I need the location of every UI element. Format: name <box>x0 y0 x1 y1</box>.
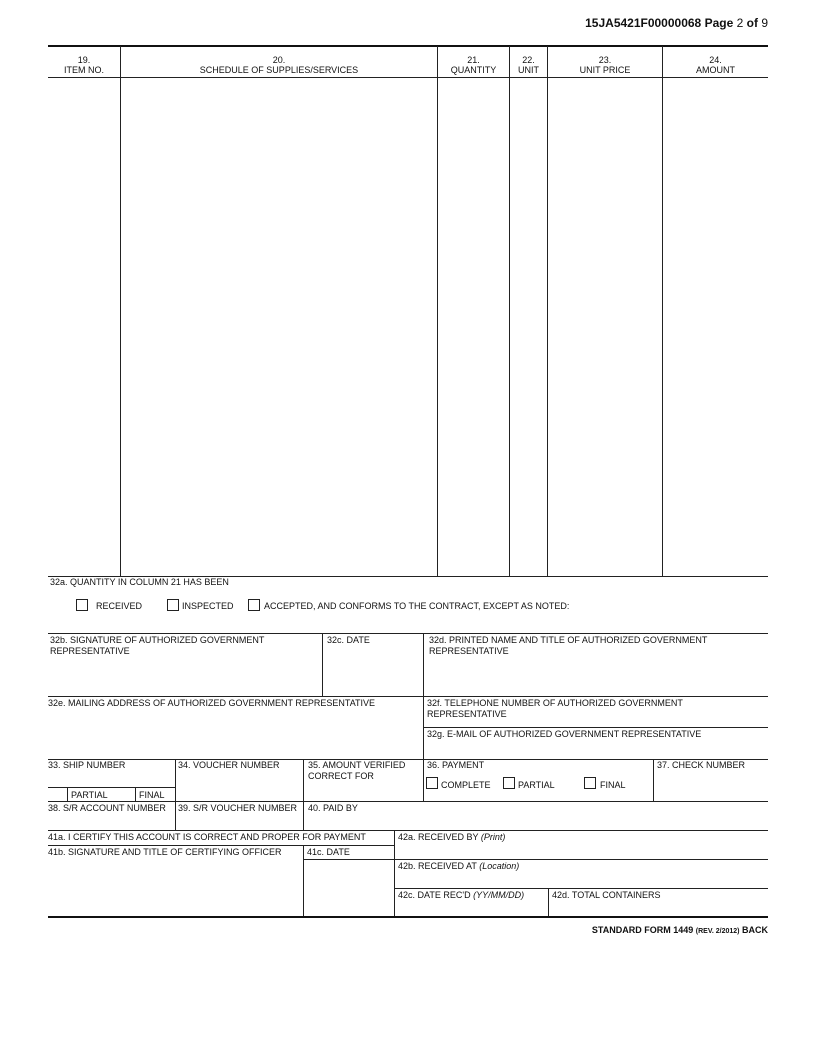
col-divider <box>662 46 663 576</box>
form-side: BACK <box>742 925 768 935</box>
divider-34 <box>175 759 176 830</box>
divider-41c <box>303 845 304 917</box>
col-header-amount: 24. AMOUNT <box>696 55 735 75</box>
form-number: 15JA5421F00000068 <box>585 16 702 30</box>
divider-33-partial <box>67 787 68 801</box>
rule-38-top <box>48 801 768 802</box>
acceptance-title: 32a. QUANTITY IN COLUMN 21 HAS BEEN <box>50 577 229 587</box>
payment-final-checkbox[interactable] <box>584 777 596 789</box>
page-header <box>585 16 768 30</box>
divider-42 <box>394 830 395 917</box>
field-32c: 32c. DATE <box>327 635 370 645</box>
col-header-schedule: 20. SCHEDULE OF SUPPLIES/SERVICES <box>199 55 359 75</box>
field-32b: 32b. SIGNATURE OF AUTHORIZED GOVERNMENT REPRESENTATIVE <box>50 635 265 656</box>
form-revision: (REV. 2/2012) <box>695 928 740 935</box>
rule-32b-top <box>48 633 768 634</box>
field-35: 35. AMOUNT VERIFIED CORRECT FOR <box>308 760 406 781</box>
field-33: 33. SHIP NUMBER <box>48 760 126 770</box>
col-header-unit: 22. UNIT <box>518 55 539 75</box>
table-top-rule <box>48 45 768 47</box>
rule-42b-top <box>394 859 768 860</box>
field-42a: 42a. RECEIVED BY (Print) <box>398 832 506 842</box>
field-41c: 41c. DATE <box>307 847 350 857</box>
accepted-checkbox[interactable] <box>248 599 260 611</box>
of-word: of <box>746 16 758 30</box>
payment-complete-checkbox[interactable] <box>426 777 438 789</box>
col-divider <box>437 46 438 576</box>
form-bottom-rule <box>48 916 768 918</box>
received-checkbox[interactable] <box>76 599 88 611</box>
col-header-item-no: 19. ITEM NO. <box>64 55 104 75</box>
divider-35 <box>303 759 304 830</box>
received-label: RECEIVED <box>96 601 143 611</box>
col-header-unit-price: 23. UNIT PRICE <box>579 55 631 75</box>
col-divider <box>120 46 121 576</box>
field-42b: 42b. RECEIVED AT (Location) <box>398 861 520 871</box>
field-40: 40. PAID BY <box>308 803 358 813</box>
field-41a: 41a. I CERTIFY THIS ACCOUNT IS CORRECT AND PROPER FOR PAYMENT <box>48 832 366 842</box>
col-divider <box>547 46 548 576</box>
field-38: 38. S/R ACCOUNT NUMBER <box>48 803 166 813</box>
rule-32g-top <box>423 727 768 728</box>
field-32e: 32e. MAILING ADDRESS OF AUTHORIZED GOVERNMENT REPRESENTATIVE <box>48 698 376 708</box>
divider-42d <box>548 888 549 917</box>
field-32d: 32d. PRINTED NAME AND TITLE OF AUTHORIZED GOVERNMENT REPRESENTATIVE <box>429 635 708 656</box>
rule-32e-top <box>48 696 768 697</box>
payment-complete-label: COMPLETE <box>441 780 491 790</box>
field-42c: 42c. DATE REC'D (YY/MM/DD) <box>398 890 525 900</box>
table-header-rule <box>48 77 768 78</box>
divider-36 <box>423 759 424 801</box>
inspected-label: INSPECTED <box>182 601 234 611</box>
col-divider <box>509 46 510 576</box>
page-word: Page <box>704 16 734 30</box>
accepted-label: ACCEPTED, AND CONFORMS TO THE CONTRACT, EXCEPT AS NOTED: <box>264 601 570 611</box>
payment-partial-checkbox[interactable] <box>503 777 515 789</box>
divider-33-final <box>135 787 136 801</box>
form-footer <box>592 925 768 935</box>
field-39: 39. S/R VOUCHER NUMBER <box>178 803 298 813</box>
inspected-checkbox[interactable] <box>167 599 179 611</box>
rule-41c-sub <box>303 859 394 860</box>
field-42d: 42d. TOTAL CONTAINERS <box>552 890 661 900</box>
divider-37 <box>653 759 654 801</box>
divider-32c <box>322 633 323 696</box>
form-name: STANDARD FORM 1449 <box>591 925 694 935</box>
field-41b: 41b. SIGNATURE AND TITLE OF CERTIFYING OFFICER <box>48 847 282 857</box>
rule-41a-top <box>48 830 768 831</box>
field-32g: 32g. E-MAIL OF AUTHORIZED GOVERNMENT REPRESENTATIVE <box>427 729 702 739</box>
rule-41b-top <box>48 845 394 846</box>
col-header-quantity: 21. QUANTITY <box>450 55 497 75</box>
field-32f: 32f. TELEPHONE NUMBER OF AUTHORIZED GOVERNMENT REPRESENTATIVE <box>427 698 683 719</box>
ship-partial-label: PARTIAL <box>71 790 108 800</box>
page-current: 2 <box>736 16 744 30</box>
ship-final-label: FINAL <box>139 790 165 800</box>
payment-partial-label: PARTIAL <box>518 780 555 790</box>
field-36: 36. PAYMENT <box>427 760 485 770</box>
rule-42c-top <box>394 888 768 889</box>
field-37: 37. CHECK NUMBER <box>657 760 746 770</box>
field-34: 34. VOUCHER NUMBER <box>178 760 280 770</box>
page-total: 9 <box>761 16 768 30</box>
payment-final-label: FINAL <box>600 780 626 790</box>
